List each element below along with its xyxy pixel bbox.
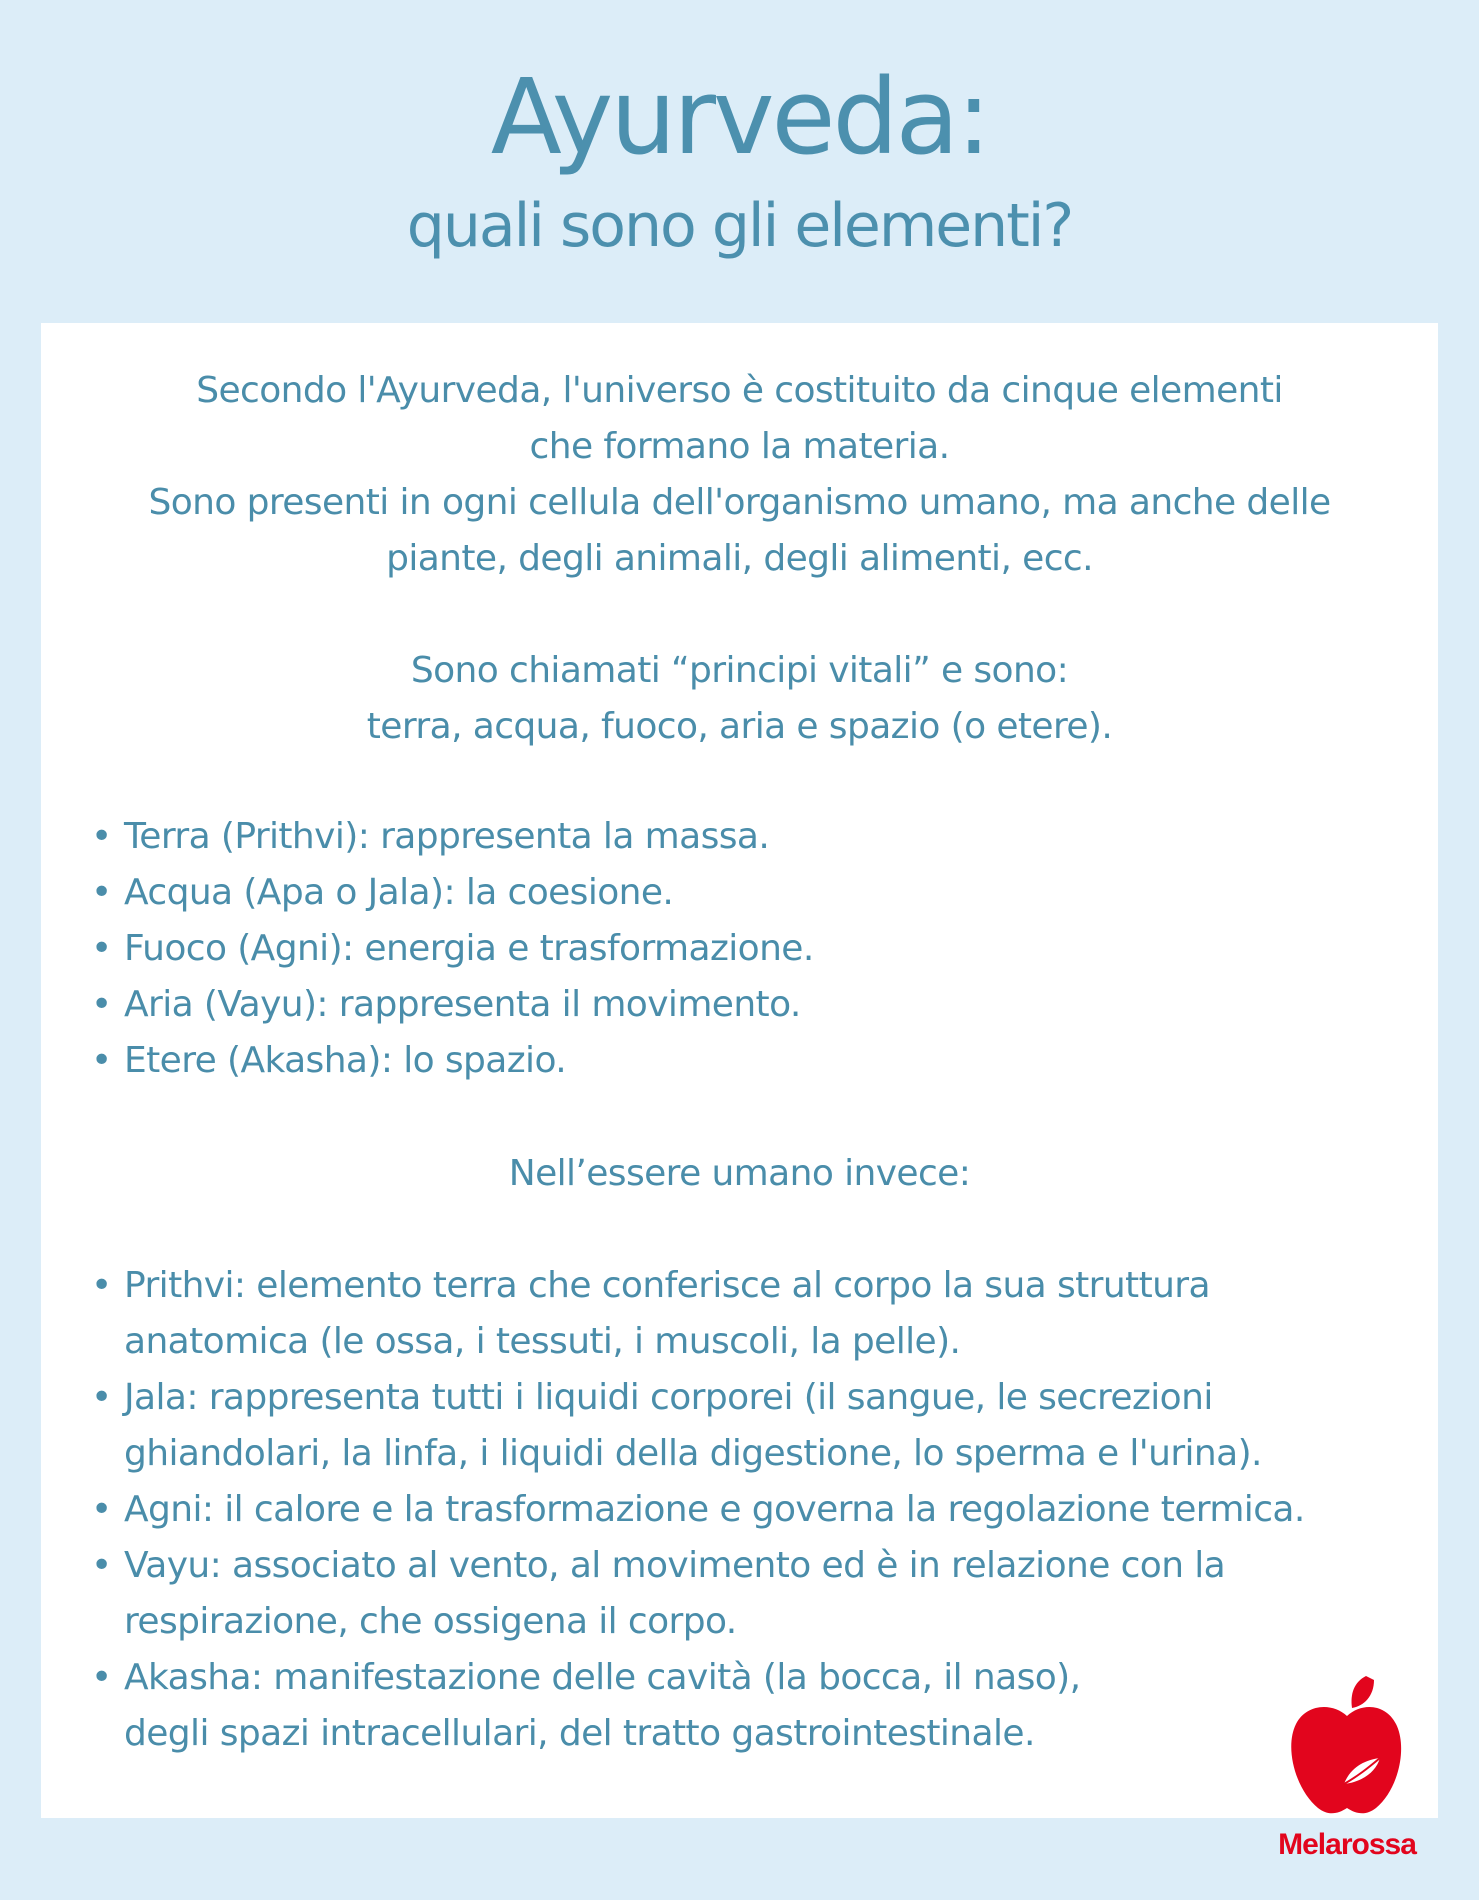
spacer [41,587,1438,643]
list-item: • Vayu: associato al vento, al movimento ed è in relazione con la respirazione, che ossigena il corpo. [91,1538,1411,1650]
human-elements-list [91,1258,1411,1762]
list-item: • Etere (Akasha): lo spazio. [91,1033,1411,1089]
page-subtitle: quali sono gli elementi? [406,191,1073,261]
section-heading: Nell’essere umano invece: [508,1153,971,1194]
list-item: • Acqua (Apa o Jala): la coesione. [91,865,1411,921]
header [0,0,1479,320]
intro-text [41,363,1438,755]
list-item: • Agni: il calore e la trasformazione e governa la regolazione termica. [91,1482,1411,1538]
page-title: Ayurveda: [490,56,989,178]
intro-line: Secondo l'Ayurveda, l'universo è costituito da cinque elementi [196,370,1283,411]
list-item: • Fuoco (Agni): energia e trasformazione. [91,921,1411,977]
brand-logo[interactable] [1258,1672,1436,1882]
intro-line: Sono presenti in ogni cellula dell'organismo umano, ma anche delle [148,482,1331,523]
list-item: • Terra (Prithvi): rappresenta la massa. [91,809,1411,865]
content-card [41,323,1438,1818]
list-item: • Akasha: manifestazione delle cavità (la bocca, il naso), degli spazi intracellulari, del tratto gastrointestinale. [91,1650,1411,1762]
list-item: • Aria (Vayu): rappresenta il movimento. [91,977,1411,1033]
elements-list [91,809,1411,1089]
vital-principles-line: Sono chiamati “principi vitali” e sono: [410,650,1069,691]
brand-name: Melarossa [1278,1828,1416,1861]
list-item: • Prithvi: elemento terra che conferisce al corpo la sua struttura anatomica (le ossa, i tessuti, i muscoli, la pelle). [91,1258,1411,1370]
list-item: • Jala: rappresenta tutti i liquidi corporei (il sangue, le secrezioni ghiandolari, la linfa, i liquidi della digestione, lo sperma e l'urina). [91,1370,1411,1482]
intro-line: che formano la materia. [529,426,950,467]
apple-icon [1288,1672,1406,1822]
vital-principles-line: terra, acqua, fuoco, aria e spazio (o etere). [366,706,1113,747]
intro-line: piante, degli animali, degli alimenti, ecc. [386,538,1093,579]
